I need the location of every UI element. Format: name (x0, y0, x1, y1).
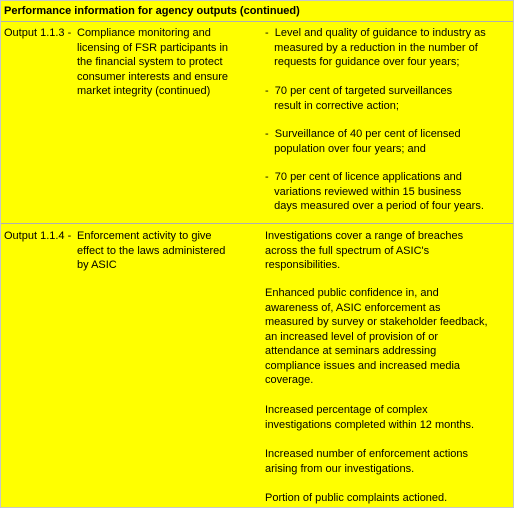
output-description: Enforcement activity to give effect to the laws administered by ASIC (77, 230, 226, 271)
measure-item: - 70 per cent of targeted surveillances result in corrective action; (265, 85, 453, 112)
output-label: Output 1.1.4 - (4, 230, 72, 242)
measure-item: - 70 per cent of licence applications and variations reviewed within 15 business days measured over a period of four years. (265, 171, 484, 212)
measure-item: - Surveillance of 40 per cent of licensed population over four years; and (265, 128, 461, 155)
measure-item: Investigations cover a range of breaches across the full spectrum of ASIC's responsibilities. (265, 230, 464, 271)
output-description: Compliance monitoring and licensing of FSR participants in the financial system to protect consumer interests and ensure market integrity (continued) (77, 27, 229, 97)
table-title: Performance information for agency outputs (continued) (4, 5, 300, 17)
measure-item: Increased number of enforcement actions arising from our investigations. (265, 448, 469, 475)
output-label: Output 1.1.3 - (4, 27, 72, 39)
measure-item: - Level and quality of guidance to industry as measured by a reduction in the number of requests for guidance over four years; (265, 27, 486, 68)
measure-item: Increased percentage of complex investigations completed within 12 months. (265, 404, 475, 431)
row-divider (1, 223, 513, 224)
table-header (1, 1, 513, 22)
measure-item: Enhanced public confidence in, and awareness of, ASIC enforcement as measured by survey or stakeholder feedback, an increased level of provision of or attendance at seminars addressing compliance issues and increased media coverage. (265, 287, 488, 386)
measure-item: Portion of public complaints actioned. (265, 492, 448, 504)
